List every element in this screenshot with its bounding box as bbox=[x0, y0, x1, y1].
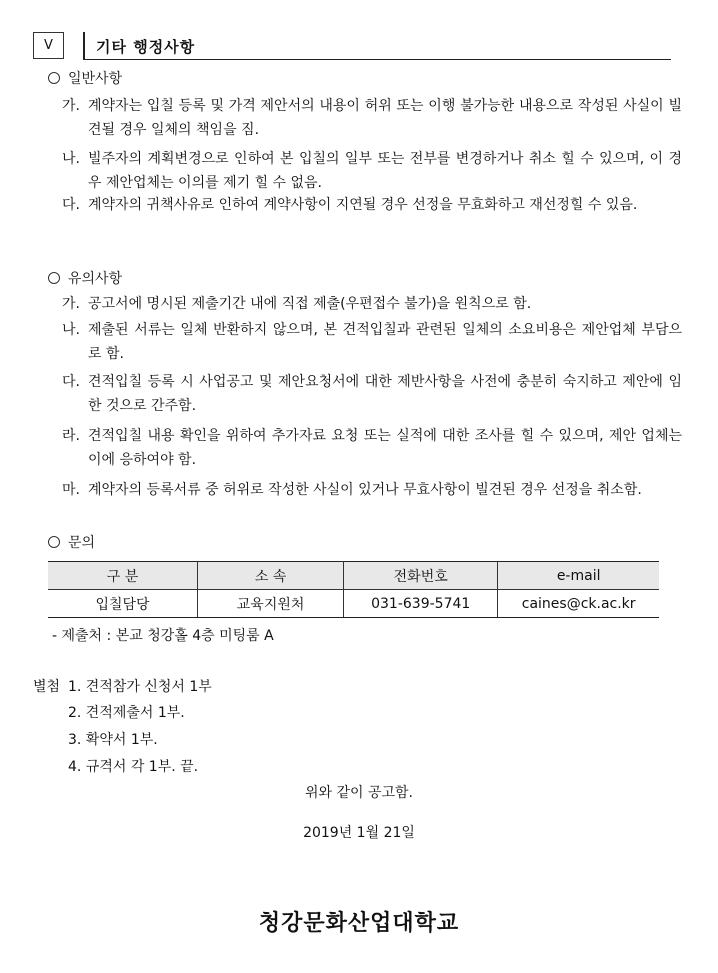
contact-table-header bbox=[48, 562, 659, 590]
general-heading: 일반사항 bbox=[48, 68, 122, 88]
table-row bbox=[48, 590, 659, 618]
table-cell: 입칠담당 bbox=[48, 590, 198, 618]
attachment-item: 4. 규격서 각 1부. 끝. bbox=[68, 759, 199, 775]
general-item: 나. 빌주자의 계획변경으로 인하여 본 입칠의 일부 또는 전부를 변경하거나 취소 힐 수 있으며, 이 경우 제안업체는 이의를 제기 힐 수 없음. bbox=[62, 151, 682, 191]
general-item: 다. 계약자의 귀책사유로 인하여 계약사항이 지연될 경우 선정을 무효화하고 재선정힐 수 있음. bbox=[62, 197, 638, 213]
notice-date: 2019년 1월 21일 bbox=[303, 825, 415, 841]
inquiry-heading: 문의 bbox=[48, 532, 95, 552]
email-cell: caines@ck.ac.kr bbox=[498, 590, 659, 618]
closing-statement: 위와 같이 공고함. bbox=[304, 785, 414, 801]
table-cell: 031-639-5741 bbox=[344, 590, 498, 618]
notes-item: 가. 공고서에 명시된 제출기간 내에 직접 제출(우편접수 불가)을 원칙으로 함. bbox=[62, 296, 532, 312]
general-item: 가. 계약자는 입칠 등록 및 가격 제안서의 내용이 허위 또는 이행 불가능한 내용으로 작성된 사실이 빌견될 경우 일체의 책임을 짐. bbox=[62, 98, 682, 138]
table-cell: 교육지원처 bbox=[198, 590, 344, 618]
submit-place: - 제출처 : 본교 청강홀 4층 미팅룸 A bbox=[52, 628, 274, 644]
header-cell: 전화번호 bbox=[344, 562, 498, 590]
circle-bullet-icon bbox=[48, 72, 60, 84]
section-title: 기타 행정사항 bbox=[96, 38, 196, 56]
school-name: 청강문화산업대학교 bbox=[258, 910, 460, 936]
notes-item: 다. 견적입칠 등록 시 사업공고 및 제안요청서에 대한 제반사항을 사전에 충분히 숙지하고 제안에 임한 것으로 간주함. bbox=[62, 374, 682, 414]
circle-bullet-icon bbox=[48, 536, 60, 548]
attachment-item: 3. 확약서 1부. bbox=[68, 732, 158, 748]
header-cell: e-mail bbox=[498, 562, 659, 590]
section-underline bbox=[83, 59, 671, 60]
section-divider bbox=[83, 32, 85, 59]
header-cell: 구 분 bbox=[48, 562, 198, 590]
attachments-label: 별첨 bbox=[33, 679, 61, 695]
notes-item: 마. 계약자의 등록서류 중 허위로 작성한 사실이 있거나 무효사항이 빌견된 경우 선정을 취소함. bbox=[62, 482, 642, 498]
section-number-box: Ⅴ bbox=[33, 32, 64, 59]
notes-item: 라. 견적입칠 내용 확인을 위하여 추가자료 요청 또는 실적에 대한 조사를 힐 수 있으며, 제안 업체는 이에 응하여야 함. bbox=[62, 428, 682, 468]
header-cell: 소 속 bbox=[198, 562, 344, 590]
contact-table bbox=[48, 561, 659, 618]
notes-heading: 유의사항 bbox=[48, 268, 122, 288]
attachment-item: 2. 견적제출서 1부. bbox=[68, 705, 185, 721]
notes-item: 나. 제출된 서류는 일체 반환하지 않으며, 본 견적입칠과 관련된 일체의 소요비용은 제안업체 부담으로 함. bbox=[62, 322, 682, 362]
circle-bullet-icon bbox=[48, 272, 60, 284]
attachment-item: 1. 견적참가 신청서 1부 bbox=[68, 679, 212, 695]
